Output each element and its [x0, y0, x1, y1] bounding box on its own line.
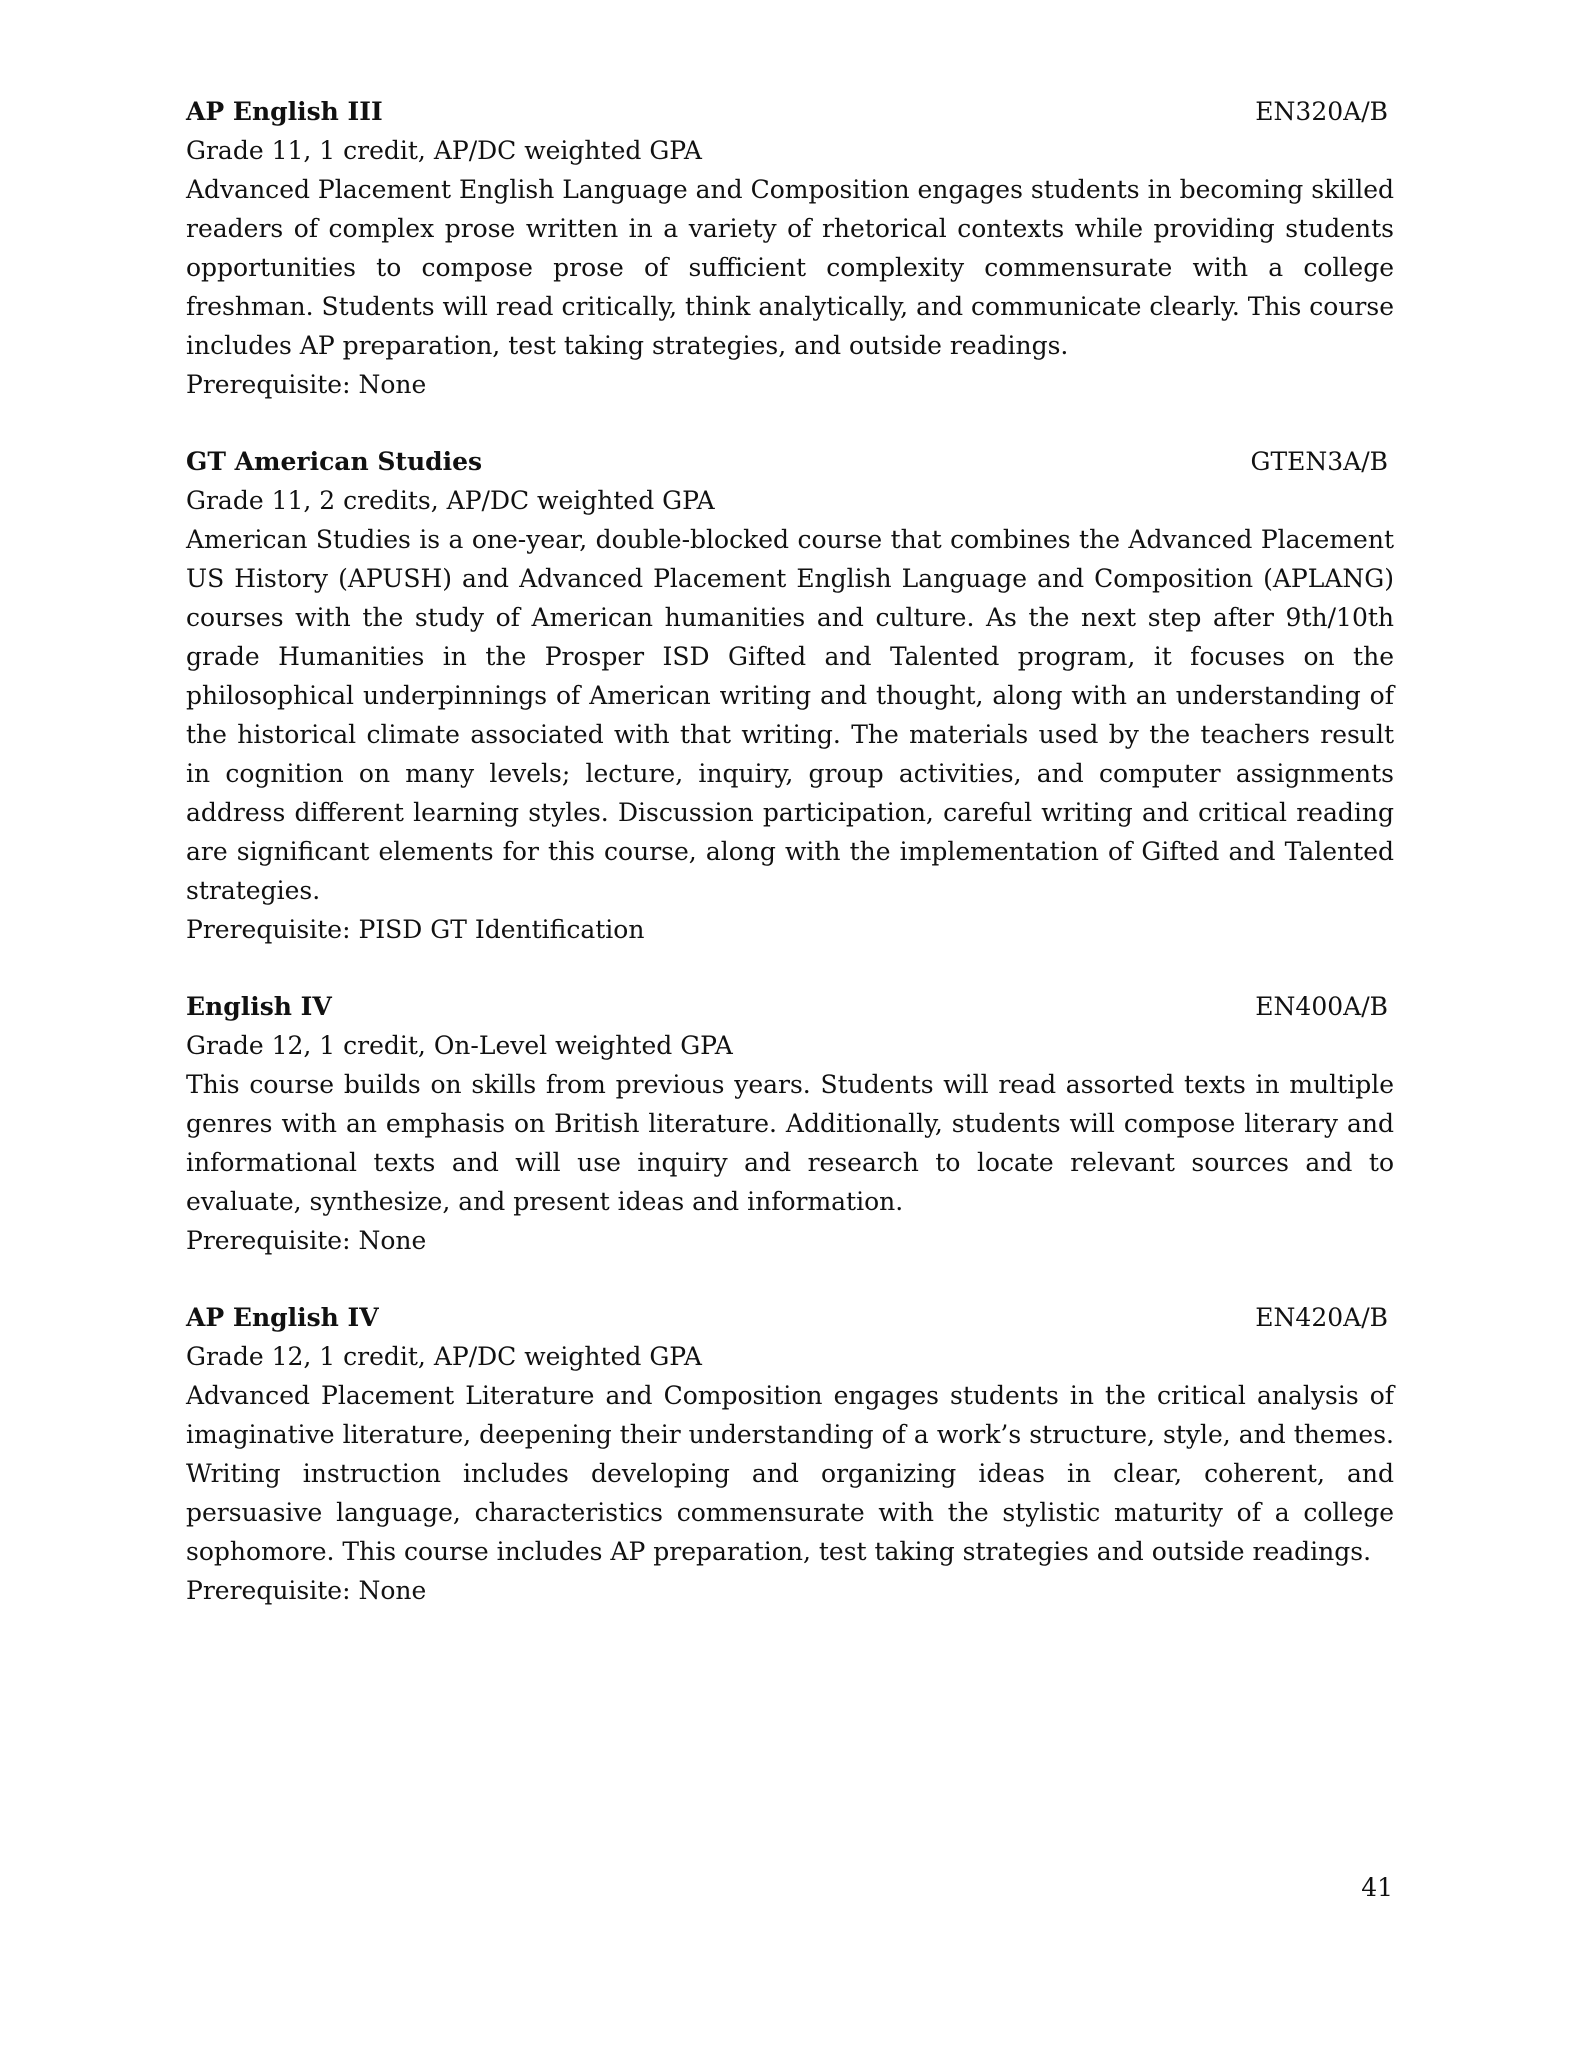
- course-meta: Grade 11, 2 credits, AP/DC weighted GPA: [186, 486, 715, 515]
- course-description: This course builds on skills from previous years. Students will read assorted texts in multiple genres with an emphasis on British literature. Additionally, students will compose literary and informational texts and will use inquiry and research to locate relevant sources and to evaluate, synthesize, and present ideas and information.: [186, 1070, 1394, 1216]
- course-prerequisite: Prerequisite: None: [186, 1226, 427, 1255]
- course-title: AP English IV: [186, 1303, 379, 1332]
- course-header: [186, 1298, 1394, 1337]
- course-code: EN320A/B: [1255, 97, 1388, 126]
- course-prerequisite: Prerequisite: None: [186, 1576, 427, 1605]
- course-header: [186, 92, 1394, 131]
- course-title: AP English III: [186, 97, 383, 126]
- page-number: 41: [1361, 1873, 1393, 1902]
- course-entry: [186, 442, 1394, 949]
- course-code: GTEN3A/B: [1250, 447, 1388, 476]
- course-meta: Grade 12, 1 credit, AP/DC weighted GPA: [186, 1342, 702, 1371]
- course-title: English IV: [186, 992, 332, 1021]
- course-list: [186, 92, 1394, 1648]
- course-meta: Grade 12, 1 credit, On-Level weighted GPA: [186, 1031, 733, 1060]
- course-code: EN420A/B: [1255, 1303, 1388, 1332]
- course-header: [186, 987, 1394, 1026]
- course-entry: [186, 987, 1394, 1260]
- course-prerequisite: Prerequisite: PISD GT Identification: [186, 915, 645, 944]
- course-prerequisite: Prerequisite: None: [186, 370, 427, 399]
- course-description: Advanced Placement Literature and Composition engages students in the critical analysis of imaginative literature, deepening their understanding of a work’s structure, style, and themes. Writing instruction includes developing and organizing ideas in clear, coherent, and persuasive language, characteristics commensurate with the stylistic maturity of a college sophomore. This course includes AP preparation, test taking strategies and outside readings.: [186, 1381, 1394, 1566]
- course-entry: [186, 1298, 1394, 1610]
- course-code: EN400A/B: [1255, 992, 1388, 1021]
- course-entry: [186, 92, 1394, 404]
- course-meta: Grade 11, 1 credit, AP/DC weighted GPA: [186, 136, 702, 165]
- course-title: GT American Studies: [186, 447, 483, 476]
- course-description: American Studies is a one-year, double-blocked course that combines the Advanced Placement US History (APUSH) and Advanced Placement English Language and Composition (APLANG) courses with the study of American humanities and culture. As the next step after 9th/10th grade Humanities in the Prosper ISD Gifted and Talented program, it focuses on the philosophical underpinnings of American writing and thought, along with an understanding of the historical climate associated with that writing. The materials used by the teachers result in cognition on many levels; lecture, inquiry, group activities, and computer assignments address different learning styles. Discussion participation, careful writing and critical reading are significant elements for this course, along with the implementation of Gifted and Talented strategies.: [186, 525, 1394, 905]
- course-description: Advanced Placement English Language and Composition engages students in becoming skilled readers of complex prose written in a variety of rhetorical contexts while providing students opportunities to compose prose of sufficient complexity commensurate with a college freshman. Students will read critically, think analytically, and communicate clearly. This course includes AP preparation, test taking strategies, and outside readings.: [186, 175, 1394, 360]
- course-header: [186, 442, 1394, 481]
